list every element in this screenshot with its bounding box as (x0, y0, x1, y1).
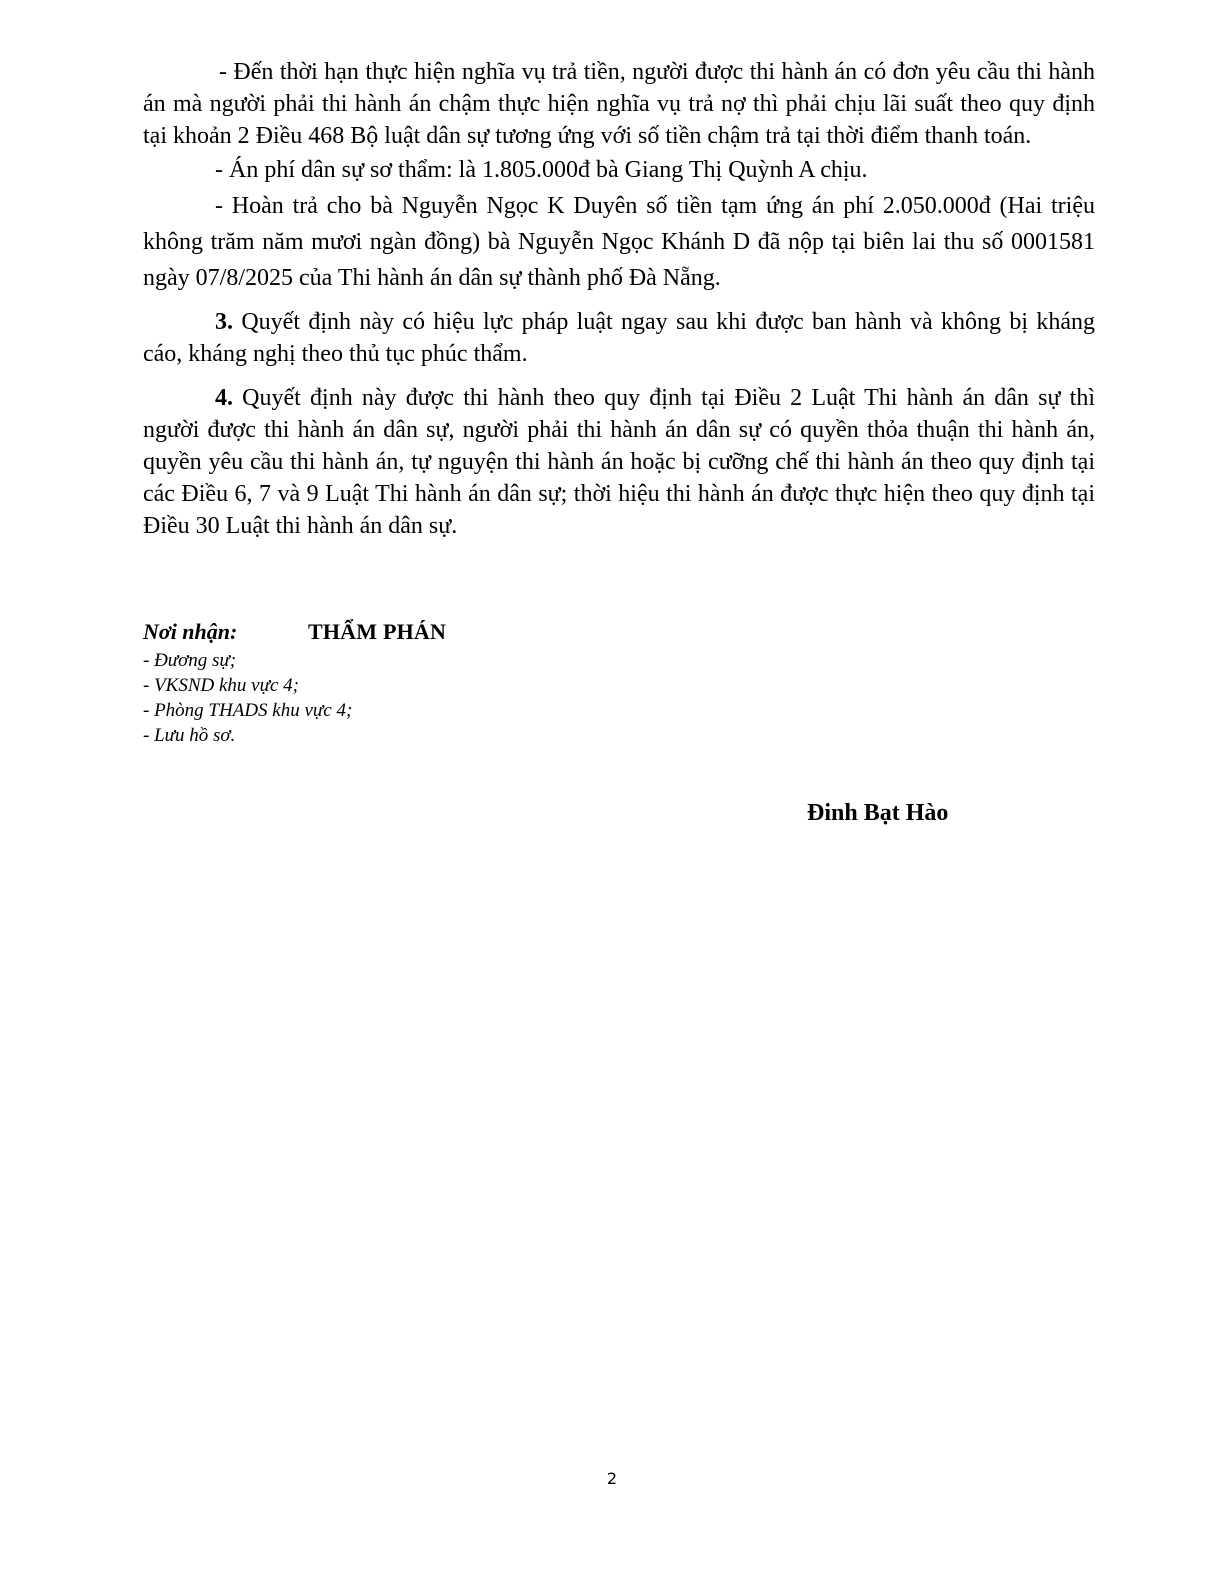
paragraph-interest-obligation (143, 56, 1095, 152)
paragraph-fee-refund-text: - Hoàn trả cho bà Nguyễn Ngọc K Duyên số tiền tạm ứng án phí 2.050.000đ (Hai triệu không trăm năm mươi ngàn đồng) bà Nguyễn Ngọc Khánh D đã nộp tại biên lai thu số 0001581 ngày 07/8/2025 của Thi hành án dân sự thành phố Đà Nẵng. (143, 193, 1095, 291)
paragraph-court-fee (143, 152, 1095, 188)
recipient-item: - VKSND khu vực 4; (143, 675, 299, 696)
decision-body (143, 56, 1095, 542)
page-number: 2 (606, 1469, 618, 1488)
recipients-list (143, 648, 352, 748)
paragraph-item-4-text: Quyết định này được thi hành theo quy định tại Điều 2 Luật Thi hành án dân sự thì người được thi hành án dân sự, người phải thi hành án dân sự có quyền thỏa thuận thi hành án, quyền yêu cầu thi hành án, tự nguyện thi hành án hoặc bị cưỡng chế thi hành án theo quy định tại các Điều 6, 7 và 9 Luật Thi hành án dân sự; thời hiệu thi hành án được thực hiện theo quy định tại Điều 30 Luật thi hành án dân sự. (143, 385, 1095, 539)
recipient-item: - Lưu hồ sơ. (143, 725, 236, 746)
paragraph-item-3 (143, 306, 1095, 370)
paragraph-item-4 (143, 382, 1095, 542)
recipient-item: - Đương sự; (143, 650, 237, 671)
paragraph-fee-refund (143, 188, 1095, 296)
item-number-3: 3. (215, 309, 233, 335)
judge-name: Đinh Bạt Hào (807, 800, 949, 826)
recipients-heading: Nơi nhận: (143, 619, 238, 644)
item-number-4: 4. (215, 385, 233, 411)
paragraph-item-3-text: Quyết định này có hiệu lực pháp luật ngay sau khi được ban hành và không bị kháng cáo, kháng nghị theo thủ tục phúc thẩm. (143, 309, 1095, 367)
judge-title: THẨM PHÁN (308, 619, 447, 644)
recipient-item: - Phòng THADS khu vực 4; (143, 700, 353, 721)
paragraph-court-fee-text: - Án phí dân sự sơ thẩm: là 1.805.000đ bà Giang Thị Quỳnh A chịu. (215, 157, 868, 183)
paragraph-interest-obligation-text: - Đến thời hạn thực hiện nghĩa vụ trả tiền, người được thi hành án có đơn yêu cầu thi hành án mà người phải thi hành án chậm thực hiện nghĩa vụ trả nợ thì phải chịu lãi suất theo quy định tại khoản 2 Điều 468 Bộ luật dân sự tương ứng với số tiền chậm trả tại thời điểm thanh toán. (143, 59, 1095, 149)
